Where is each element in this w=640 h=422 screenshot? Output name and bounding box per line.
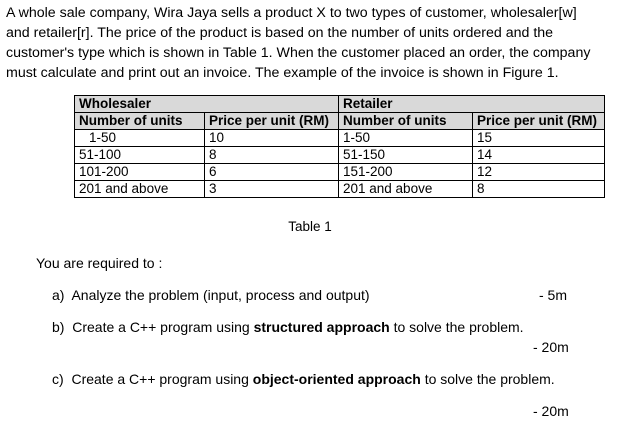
table-cell: 3 xyxy=(205,181,339,198)
intro-line: and retailer[r]. The price of the product is based on the number of units ordered and the xyxy=(6,25,554,41)
table-cell: 6 xyxy=(205,164,339,181)
question-a-marks: - 5m xyxy=(539,287,567,303)
table-row xyxy=(75,147,605,164)
table-cell: 14 xyxy=(473,147,605,164)
table-group-row xyxy=(75,96,605,113)
table-caption: Table 1 xyxy=(288,219,332,234)
table-cell: 51-100 xyxy=(75,147,205,164)
intro-paragraph xyxy=(6,3,634,83)
question-letter: c) xyxy=(52,371,64,387)
question-b-marks: - 20m xyxy=(533,339,569,355)
question-letter: a) xyxy=(52,287,65,303)
intro-line: must calculate and print out an invoice. The example of the invoice is shown in Figure 1. xyxy=(6,65,559,81)
intro-line: A whole sale company, Wira Jaya sells a product X to two types of customer, wholesaler[w] xyxy=(6,5,577,21)
price-table xyxy=(74,95,605,198)
required-heading: You are required to : xyxy=(36,255,163,271)
question-c xyxy=(52,371,555,387)
intro-line: customer's type which is shown in Table 1. When the customer placed an order, the company xyxy=(6,45,591,61)
question-text-start: Create a C++ program using xyxy=(72,319,254,335)
question-b xyxy=(52,319,524,335)
table-cell: 12 xyxy=(473,164,605,181)
question-text-start: Create a C++ program using xyxy=(71,371,253,387)
table-cell: 1-50 xyxy=(75,130,205,147)
column-header: Price per unit (RM) xyxy=(473,113,605,130)
table-cell: 10 xyxy=(205,130,339,147)
table-cell: 15 xyxy=(473,130,605,147)
question-text-end: to solve the problem. xyxy=(420,371,555,387)
table-cell: 51-150 xyxy=(339,147,473,164)
table-cell: 8 xyxy=(205,147,339,164)
table-row xyxy=(75,164,605,181)
table-row xyxy=(75,181,605,198)
column-header: Number of units xyxy=(339,113,473,130)
table-cell: 201 and above xyxy=(75,181,205,198)
table-header-row xyxy=(75,113,605,130)
table-cell: 101-200 xyxy=(75,164,205,181)
question-text-bold: structured approach xyxy=(253,319,390,335)
table-cell: 151-200 xyxy=(339,164,473,181)
question-a xyxy=(52,287,370,303)
column-header: Price per unit (RM) xyxy=(205,113,339,130)
column-header: Number of units xyxy=(75,113,205,130)
question-text-bold: object-oriented approach xyxy=(252,371,421,387)
table-row xyxy=(75,130,605,147)
table-cell: 8 xyxy=(473,181,605,198)
question-text: Analyze the problem (input, process and output) xyxy=(71,287,370,303)
group-retailer: Retailer xyxy=(339,96,605,113)
question-c-marks: - 20m xyxy=(533,403,569,419)
table-cell: 201 and above xyxy=(339,181,473,198)
table-cell: 1-50 xyxy=(339,130,473,147)
question-letter: b) xyxy=(52,319,65,335)
group-wholesaler: Wholesaler xyxy=(75,96,339,113)
question-text-end: to solve the problem. xyxy=(389,319,524,335)
